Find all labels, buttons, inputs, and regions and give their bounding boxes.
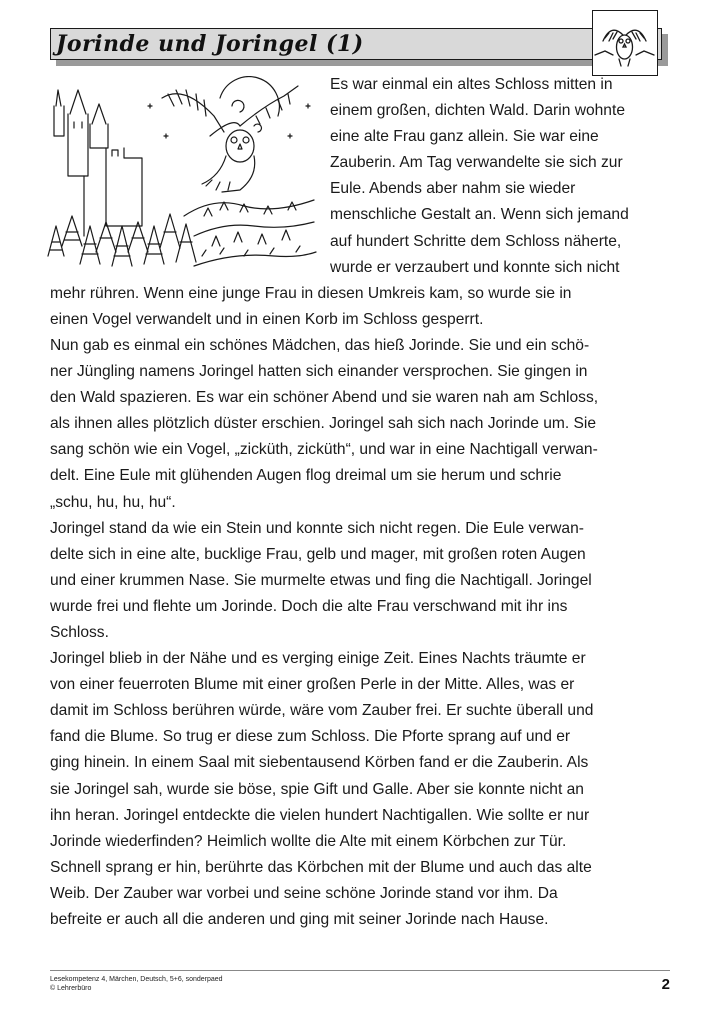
footer-copyright: © Lehrerbüro [50,985,92,992]
story-line: Zauberin. Am Tag verwandelte sie sich zur [330,154,623,172]
story-line: delt. Eine Eule mit glühenden Augen flog dreimal um sie herum und schrie [50,467,562,485]
footer-credits [50,975,223,993]
story-line: und einer krummen Nase. Sie murmelte etwas und fing die Nachtigall. Joringel [50,571,592,589]
story-line: sang schön wie ein Vogel, „zicküth, zicküth“, und war in eine Nachtigall verwan- [50,441,598,459]
story-line: Joringel blieb in der Nähe und es verging einige Zeit. Eines Nachts träumte er [50,650,586,668]
story-text [50,72,670,933]
story-line: delte sich in eine alte, bucklige Frau, gelb und mager, mit großen roten Augen [50,545,586,563]
story-line: ner Jüngling namens Joringel hatten sich einander versprochen. Sie gingen in [50,363,588,381]
story-line: von einer feuerroten Blume mit einer großen Perle in der Mitte. Alles, was er [50,676,575,694]
story-line: ging hinein. In einem Saal mit siebentausend Körben fand er die Zauberin. Als [50,754,589,772]
story-line: wurde er verzaubert und konnte sich nicht [330,258,620,276]
story-line: wurde frei und flehte um Jorinde. Doch die alte Frau verschwand mit ihr ins [50,597,568,615]
story-line: Jorinde wiederfinden? Heimlich wollte die Alte mit einem Körbchen zur Tür. [50,832,567,850]
story-line: Weib. Der Zauber war vorbei und seine schöne Jorinde stand vor ihm. Da [50,884,558,902]
story-line: ihn heran. Joringel entdeckte die vielen hundert Nachtigallen. Wie sollte er nur [50,806,590,824]
story-line: einen Vogel verwandelt und in einen Korb im Schloss gesperrt. [50,310,484,328]
story-line: einem großen, dichten Wald. Darin wohnte [330,102,625,120]
story-line: Es war einmal ein altes Schloss mitten in [330,76,613,93]
story-line: Schnell sprang er hin, berührte das Körbchen mit der Blume und auch das alte [50,858,592,876]
story-line: Nun gab es einmal ein schönes Mädchen, das hieß Jorinde. Sie und ein schö- [50,336,590,354]
footer-divider [50,970,670,971]
story-line: als ihnen alles plötzlich düster erschien. Joringel sah sich nach Jorinde um. Sie [50,415,597,433]
page-number: 2 [661,976,670,993]
story-line: Eule. Abends aber nahm sie wieder [330,180,576,198]
story-line: auf hundert Schritte dem Schloss näherte, [330,232,622,250]
story-line: damit im Schloss berühren würde, wäre vom Zauber frei. Er suchte überall und [50,702,594,720]
story-line: mehr rühren. Wenn eine junge Frau in diesen Umkreis kam, so wurde sie in [50,284,572,302]
page-title: Jorinde und Joringel (1) [56,31,364,57]
story-line: den Wald spazieren. Es war ein schöner Abend und sie waren nah am Schloss, [50,389,599,407]
story-line: befreite er auch all die anderen und ging mit seiner Jorinde nach Hause. [50,911,549,928]
owl-icon [592,10,658,76]
story-line: menschliche Gestalt an. Wenn sich jemand [330,206,629,224]
story-line: sie Joringel sah, wurde sie böse, spie Gift und Galle. Aber sie konnte nicht an [50,780,584,798]
story-line: Schloss. [50,623,109,641]
story-line: fand die Blume. So trug er diese zum Schloss. Die Pforte sprang auf und er [50,728,571,746]
story-line: Joringel stand da wie ein Stein und konnte sich nicht regen. Die Eule verwan- [50,519,584,537]
footer-source: Lesekompetenz 4, Märchen, Deutsch, 5+6, sonderpaed [50,976,223,983]
story-line: eine alte Frau ganz allein. Sie war eine [330,128,599,146]
story-line: „schu, hu, hu, hu“. [50,493,176,511]
